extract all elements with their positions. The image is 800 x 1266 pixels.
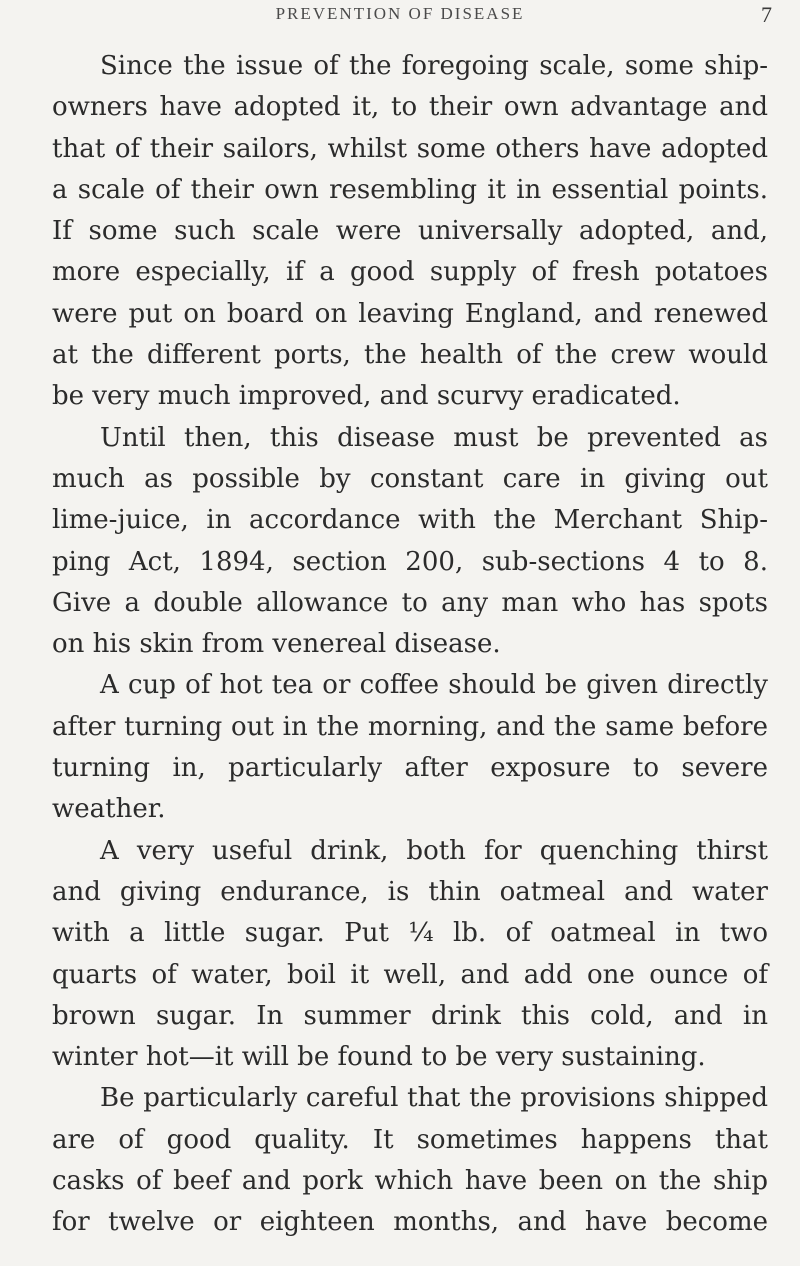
text-line: and giving endurance, is thin oatmeal and water xyxy=(52,876,768,907)
text-line: Give a double allowance to any man who has spots xyxy=(52,587,768,618)
text-line: A very useful drink, both for quenching thirst xyxy=(100,835,768,866)
text-line: If some such scale were universally adopted, and, xyxy=(52,216,768,247)
text-line: lime-juice, in accordance with the Merchant Ship- xyxy=(52,505,768,536)
page-number: 7 xyxy=(761,2,772,27)
text-line: much as possible by constant care in giving out xyxy=(52,463,768,494)
text-line: brown sugar. In summer drink this cold, and in xyxy=(52,1000,768,1031)
text-line: be very much improved, and scurvy eradicated. xyxy=(52,381,681,412)
text-line: weather. xyxy=(52,794,166,825)
text-line: with a little sugar. Put ¼ lb. of oatmeal in two xyxy=(52,918,768,949)
text-line: on his skin from venereal disease. xyxy=(52,629,501,660)
text-line: more especially, if a good supply of fresh potatoes xyxy=(52,257,768,288)
running-title: PREVENTION OF DISEASE xyxy=(275,4,525,23)
text-line: a scale of their own resembling it in essential points. xyxy=(52,174,768,205)
text-line: Until then, this disease must be prevented as xyxy=(100,422,768,453)
text-line: Be particularly careful that the provisions shipped xyxy=(100,1083,768,1114)
text-line: turning in, particularly after exposure to severe xyxy=(52,753,768,784)
text-line: Since the issue of the foregoing scale, some ship- xyxy=(100,51,768,81)
body-text xyxy=(52,46,768,1244)
text-line: that of their sailors, whilst some others have adopted xyxy=(52,133,768,164)
text-line: are of good quality. It sometimes happens that xyxy=(52,1124,768,1155)
text-line: owners have adopted it, to their own advantage and xyxy=(52,92,768,123)
text-line: quarts of water, boil it well, and add one ounce of xyxy=(52,959,768,990)
text-line: winter hot—it will be found to be very sustaining. xyxy=(52,1042,706,1073)
text-line: for twelve or eighteen months, and have become xyxy=(52,1207,768,1238)
text-line: casks of beef and pork which have been on the ship xyxy=(52,1166,768,1197)
text-line: ping Act, 1894, section 200, sub-sections 4 to 8. xyxy=(52,546,768,577)
text-line: at the different ports, the health of the crew would xyxy=(52,340,768,371)
text-line: after turning out in the morning, and the same before xyxy=(52,711,768,742)
text-line: were put on board on leaving England, and renewed xyxy=(52,298,768,329)
text-line: A cup of hot tea or coffee should be given directly xyxy=(100,670,768,701)
